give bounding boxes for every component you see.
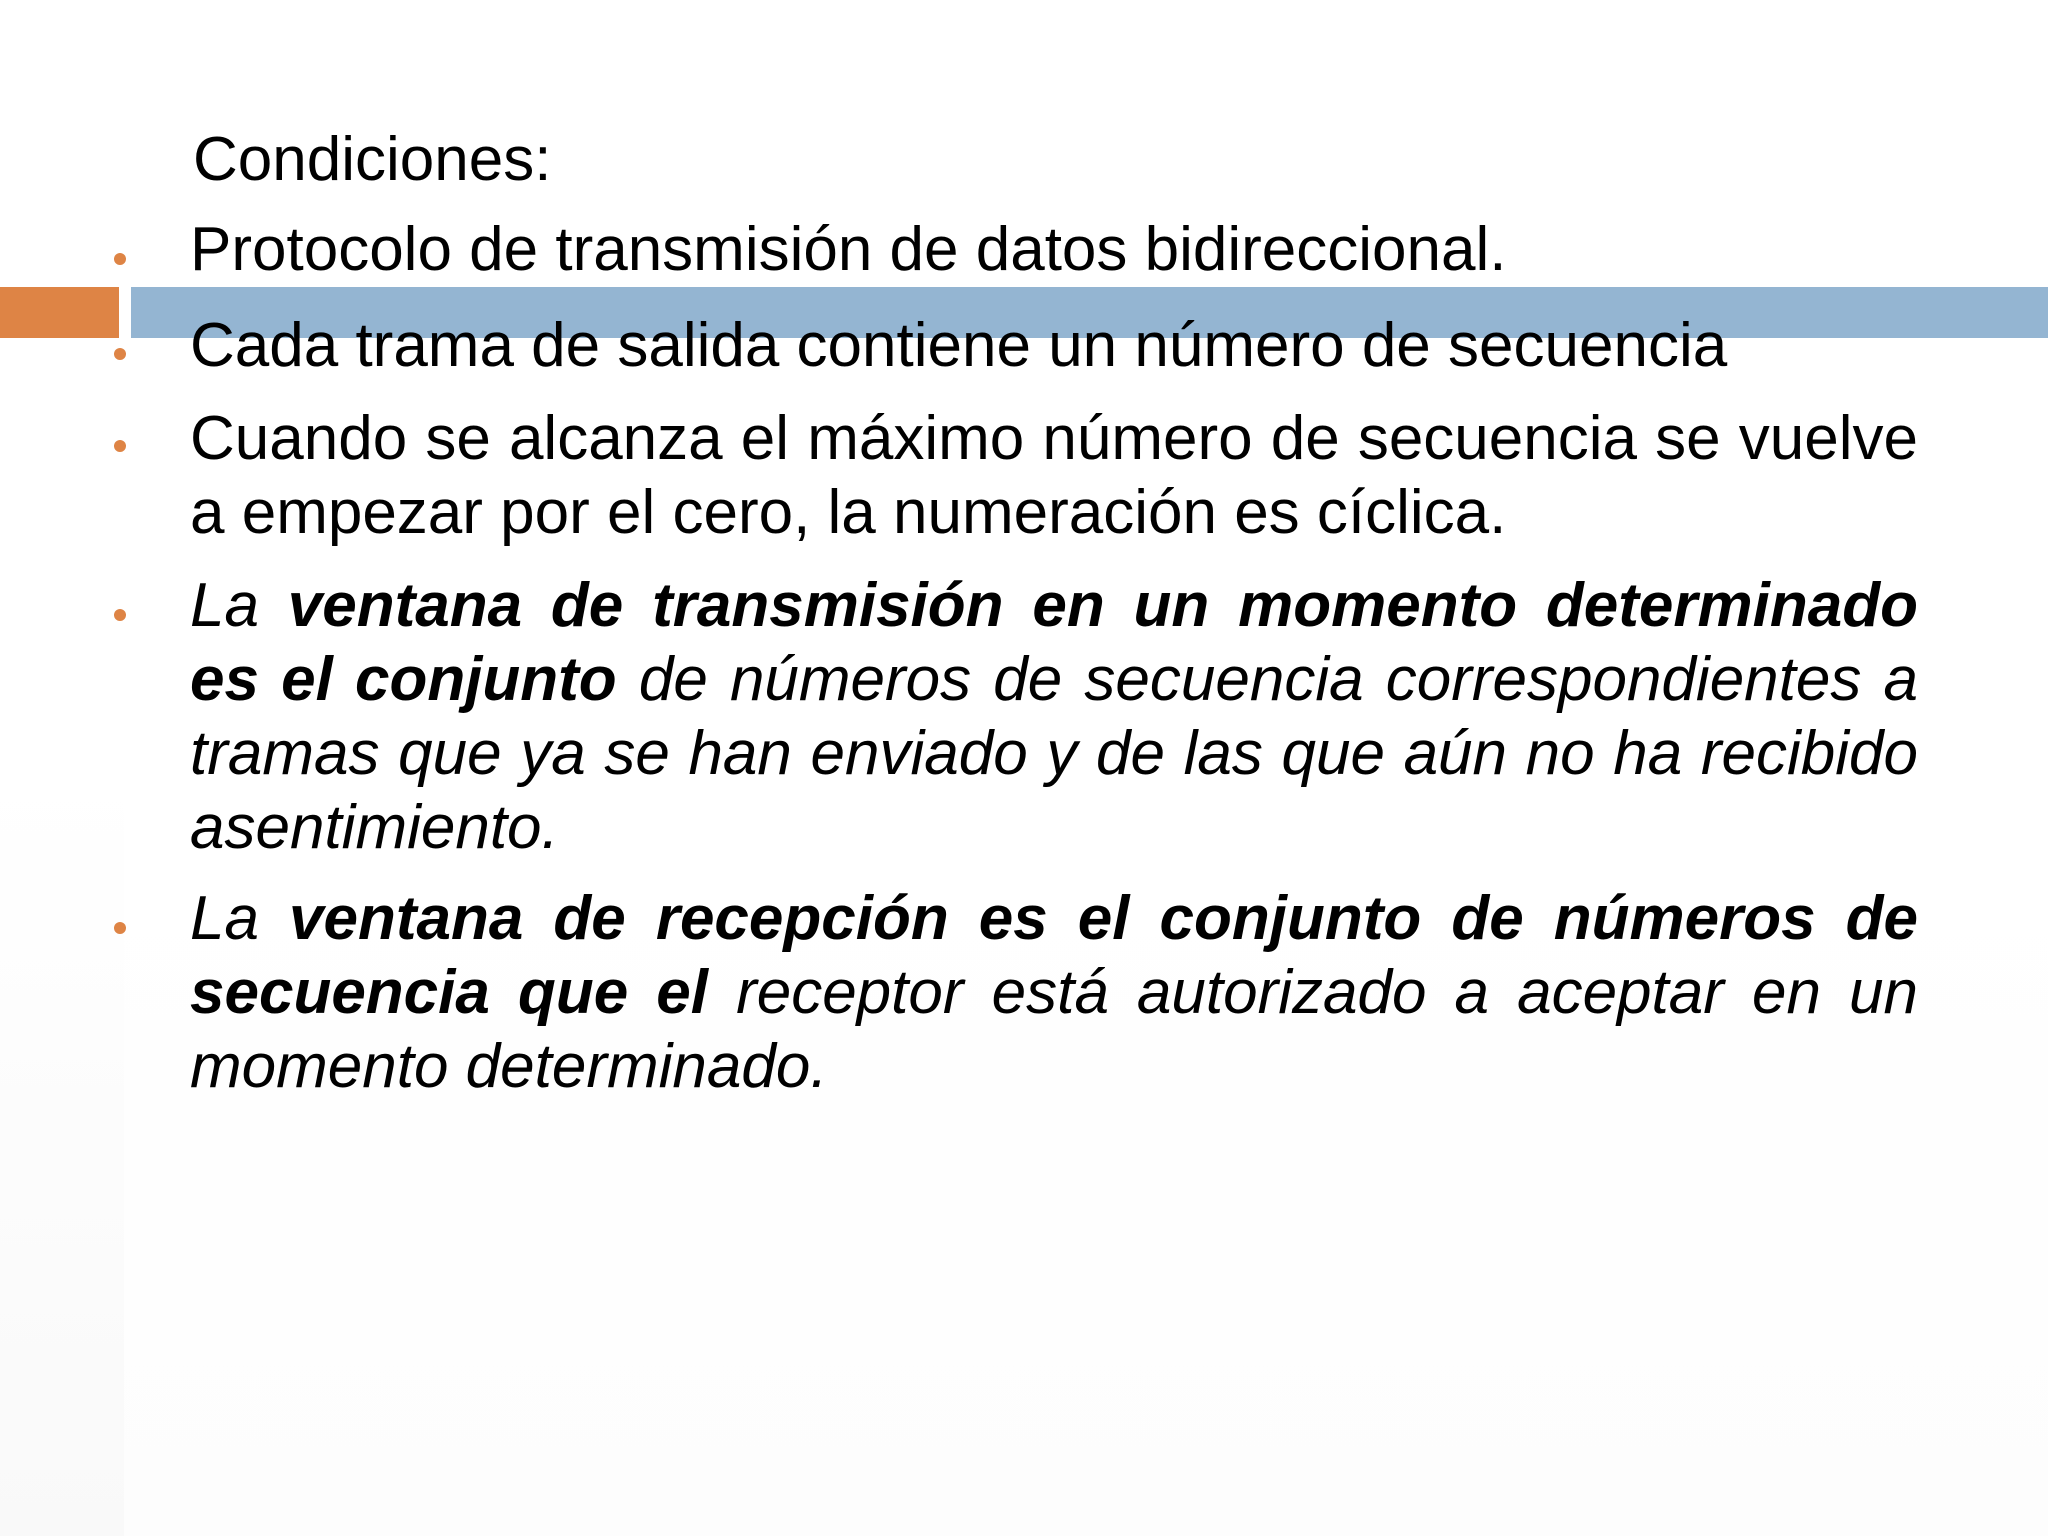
bullet-item-1: Protocolo de transmisión de datos bidireccional.: [190, 215, 1507, 284]
slide-heading: Condiciones:: [193, 125, 552, 194]
bullet-4-bold: ventana de transmisión en un momento determinado es el conjunto: [190, 571, 1918, 714]
bullet-5-bold: ventana de recepción es el conjunto de números de secuencia que el: [190, 884, 1918, 1027]
bullet-item-3: Cuando se alcanza el máximo número de secuencia se vuelve a empezar por el cero, la numeración es cíclica.: [190, 404, 1918, 547]
bullet-item-5: [190, 882, 1918, 1104]
bullet-dot-icon: [114, 922, 126, 934]
bullet-5-rest: receptor está autorizado a aceptar en un momento determinado.: [190, 958, 1919, 1101]
bullet-4-lead: La: [190, 571, 288, 640]
bullet-dot-icon: [114, 609, 126, 621]
bullet-dot-icon: [114, 253, 126, 265]
bullet-4-rest: de números de secuencia correspondientes a tramas que ya se han enviado y de las que aún no ha recibido asentimiento.: [190, 645, 1918, 862]
bullet-dot-icon: [114, 440, 126, 452]
bullet-item-2: Cada trama de salida contiene un número de secuencia: [190, 311, 1728, 380]
bullet-5-lead: La: [190, 884, 290, 953]
bullet-item-4: [190, 569, 1918, 865]
bullet-dot-icon: [114, 348, 126, 360]
